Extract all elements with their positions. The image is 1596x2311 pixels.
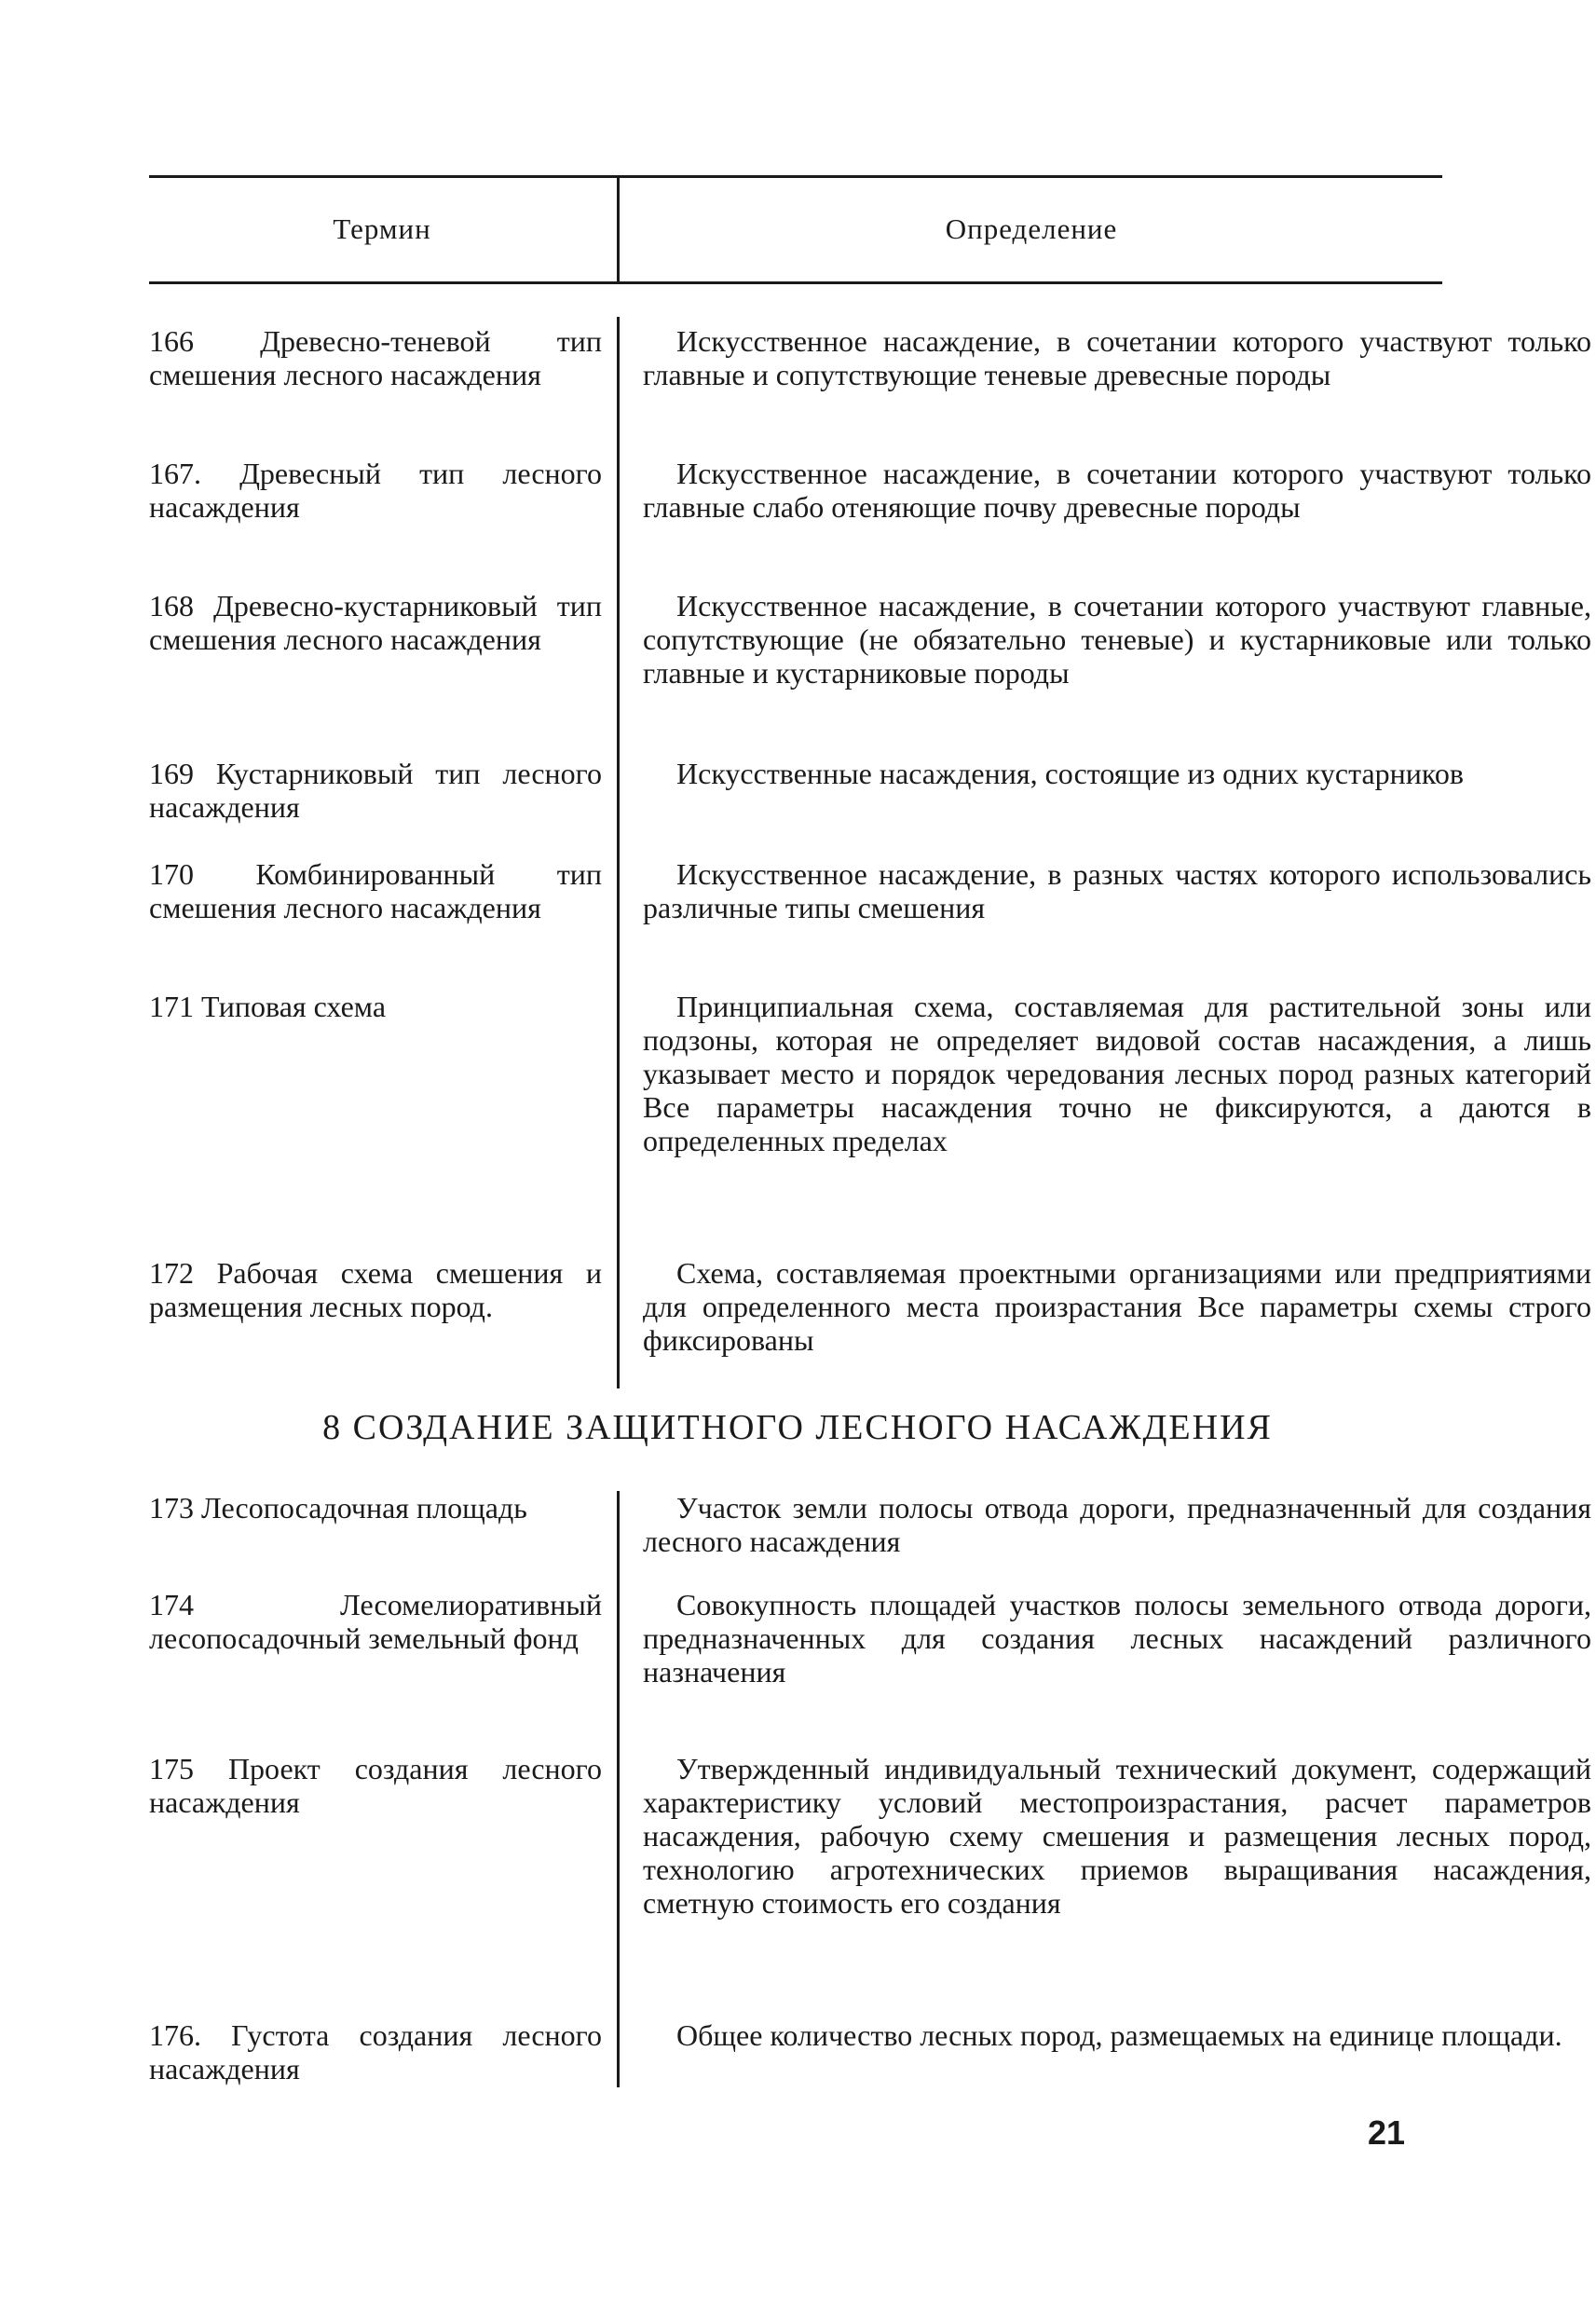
term-cell: 167. Древесный тип лесного насаждения — [149, 457, 602, 524]
table-header-rule — [149, 281, 1442, 284]
term-cell: 170 Комбинированный тип смешения лесного насаждения — [149, 857, 602, 924]
definition-cell: Искусственные насаждения, состоящие из одних кустарников — [676, 757, 1464, 790]
term-cell: 168 Древесно-кустарниковый тип смешения лесного насаждения — [149, 589, 602, 656]
definition-cell: Участок земли полосы отвода дороги, предназначенный для создания лесного насаждения — [643, 1491, 1591, 1558]
definition-cell: Совокупность площадей участков полосы земельного отвода дороги, предназначенных для создания лесных насаждений различного назначения — [643, 1588, 1591, 1689]
column-header-definition: Определение — [945, 212, 1118, 245]
column-divider — [617, 317, 620, 1388]
definition-cell: Искусственное насаждение, в разных частях которого использовались различные типы смешения — [643, 857, 1591, 924]
term-cell: 175 Проект создания лесного насаждения — [149, 1752, 602, 1819]
column-divider — [617, 1491, 620, 2087]
definition-cell: Искусственное насаждение, в сочетании которого участвуют главные, сопутствующие (не обязательно теневые) и кустарниковые или только главные и кустарниковые породы — [643, 589, 1591, 690]
column-divider — [617, 177, 620, 281]
term-cell: 166 Древесно-теневой тип смешения лесного насаждения — [149, 324, 602, 391]
term-cell: 174 Лесомелиоративный лесопосадочный земельный фонд — [149, 1588, 602, 1655]
definition-cell: Искусственное насаждение, в сочетании которого участвуют только главные слабо отеняющие почву древесные породы — [643, 457, 1591, 524]
term-cell: 173 Лесопосадочная площадь — [149, 1491, 527, 1525]
definition-cell: Схема, составляемая проектными организациями или предприятиями для определенного места произрастания Все параметры схемы строго фиксированы — [643, 1256, 1591, 1357]
term-cell: 169 Кустарниковый тип лесного насаждения — [149, 757, 602, 824]
page-number: 21 — [1368, 2113, 1406, 2152]
column-header-term: Термин — [333, 212, 431, 245]
definition-cell: Искусственное насаждение, в сочетании которого участвуют только главные и сопутствующие теневые древесные породы — [643, 324, 1591, 391]
section-heading: 8 СОЗДАНИЕ ЗАЩИТНОГО ЛЕСНОГО НАСАЖДЕНИЯ — [322, 1408, 1273, 1447]
term-cell: 171 Типовая схема — [149, 990, 387, 1023]
table-top-rule — [149, 175, 1442, 178]
term-cell: 176. Густота создания лесного насаждения — [149, 2018, 602, 2085]
definition-cell: Утвержденный индивидуальный технический документ, содержащий характеристику условий местопроизрастания, расчет параметров насаждения, рабочую схему смешения и размещения лесных пород, технологию агротехнических приемов выращивания насаждения, сметную стоимость его создания — [643, 1752, 1591, 1920]
definition-cell: Общее количество лесных пород, размещаемых на единице площади. — [676, 2018, 1562, 2052]
definition-cell: Принципиальная схема, составляемая для растительной зоны или подзоны, которая не определяет видовой состав насаждения, а лишь указывает место и порядок чередования лесных пород разных категорий Все параметры насаждения точно не фиксируются, а даются в определенных пределах — [643, 990, 1591, 1157]
term-cell: 172 Рабочая схема смешения и размещения лесных пород. — [149, 1256, 602, 1323]
